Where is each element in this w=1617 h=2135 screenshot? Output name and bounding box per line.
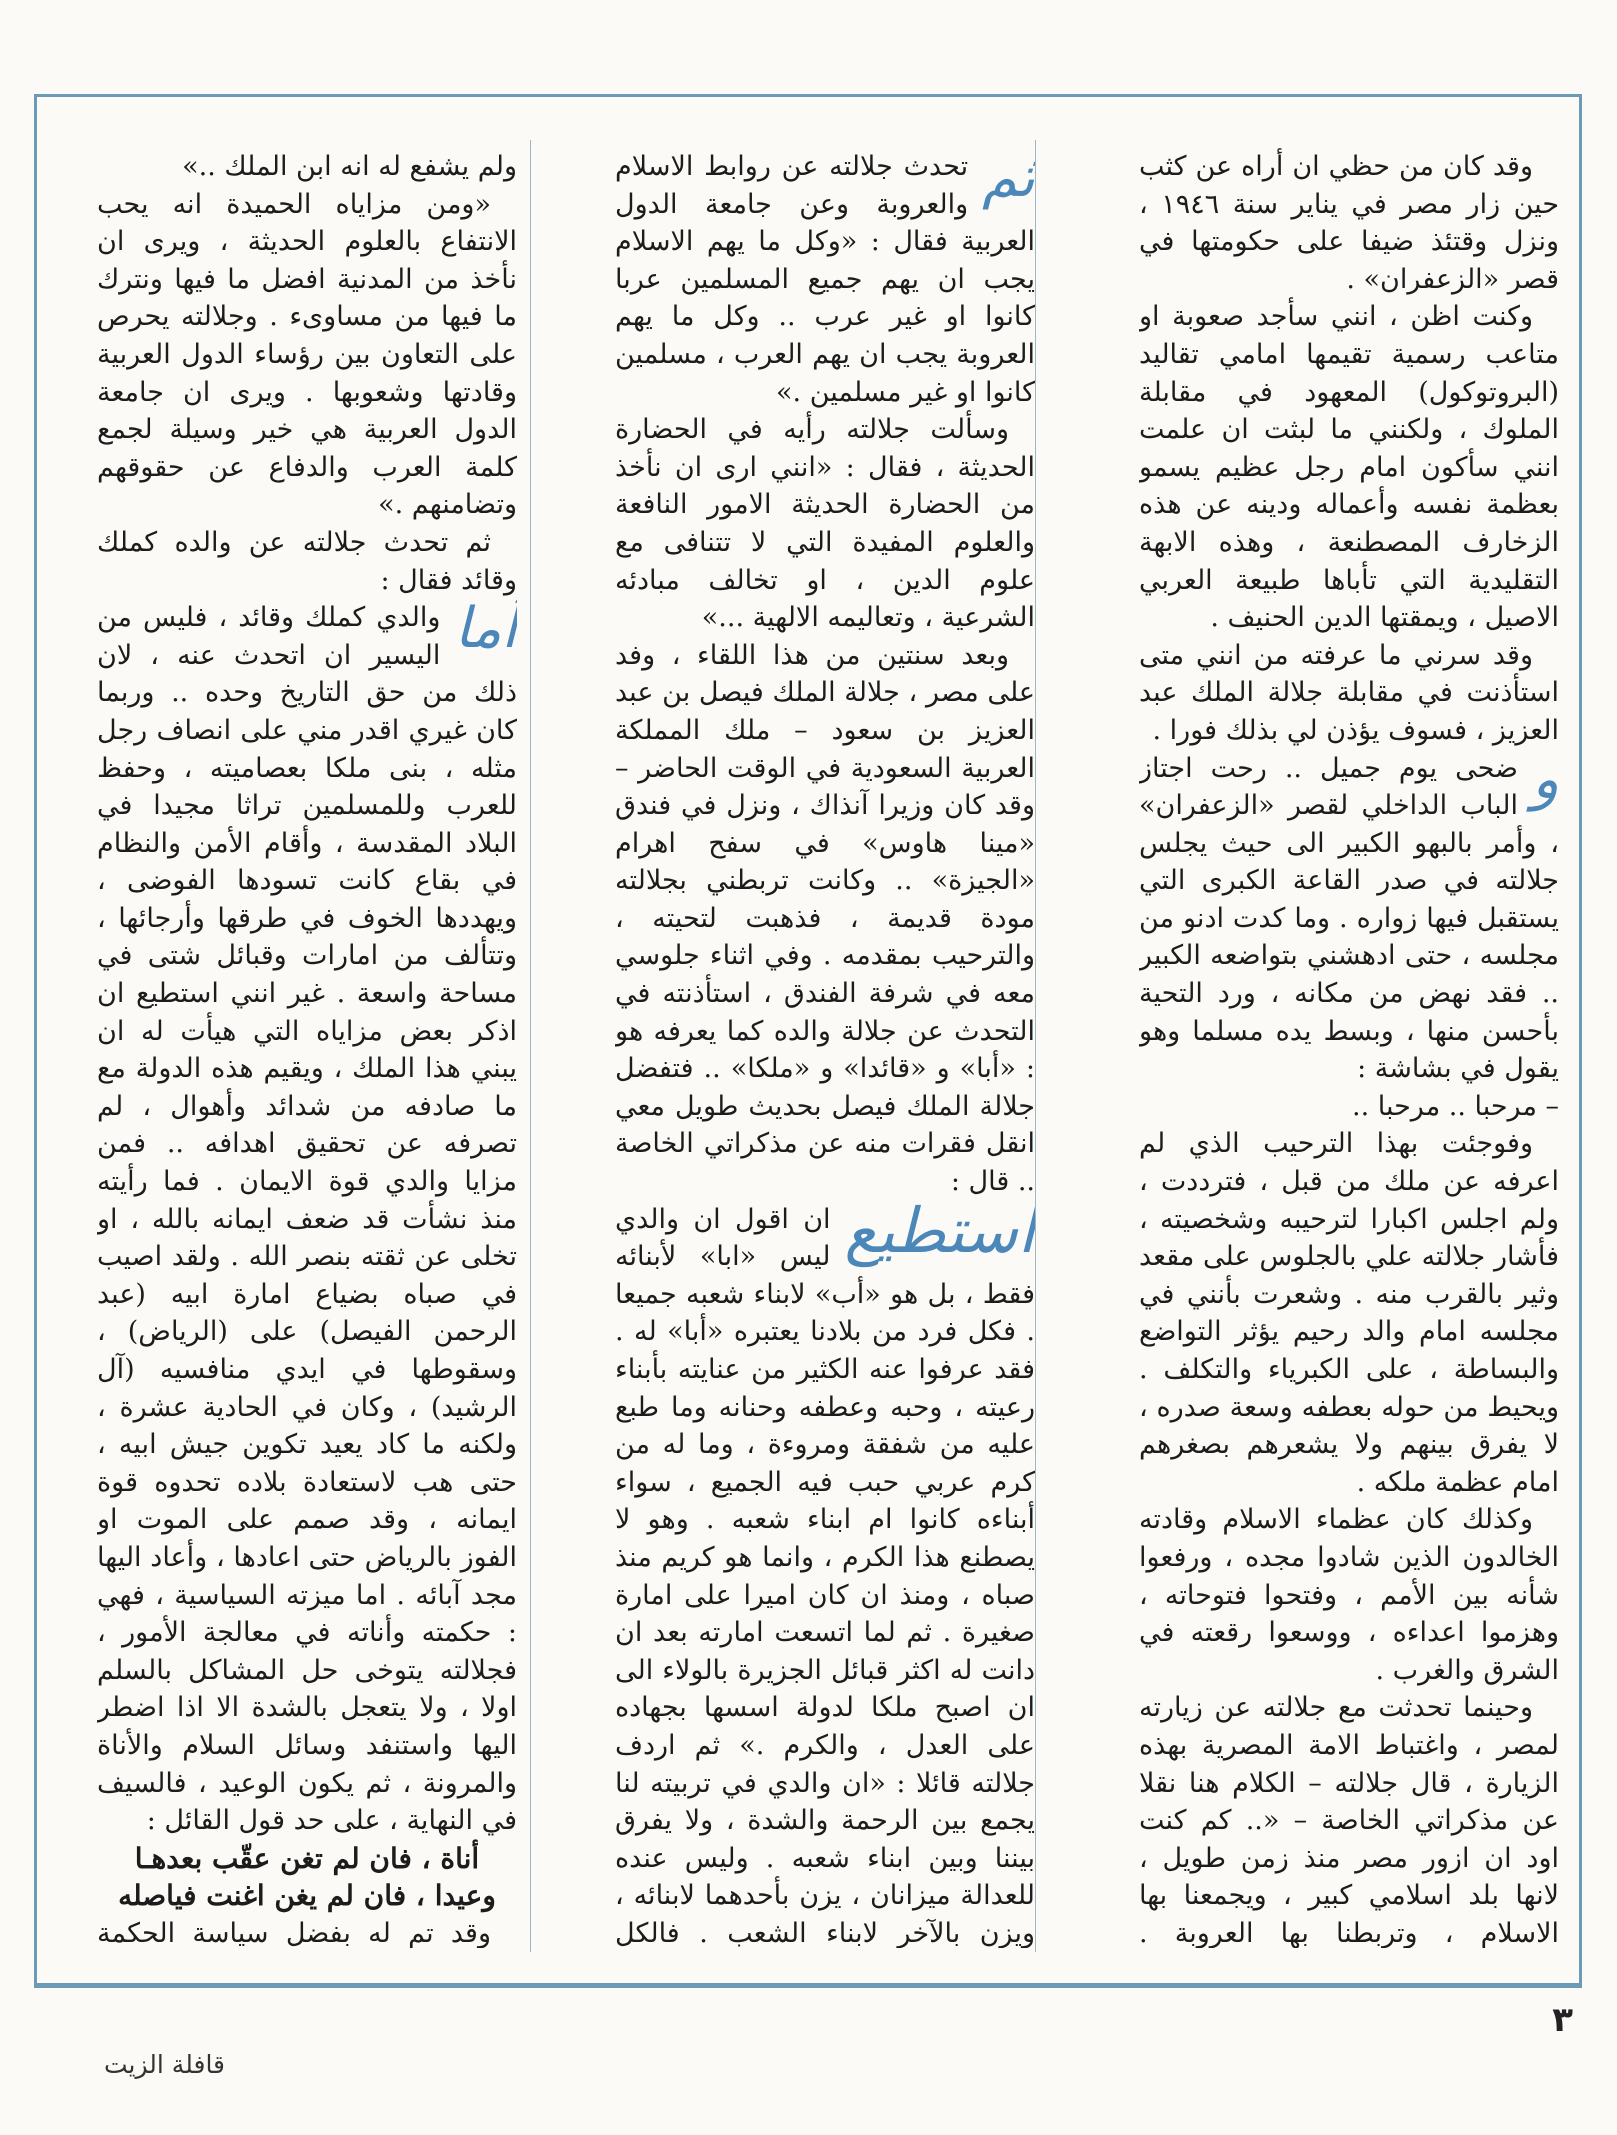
- paragraph: وعيدا ، فان لم يغن اغنت فياصله: [118, 1879, 496, 1913]
- paragraph: وحينما تحدثت مع جلالته عن زيارته لمصر ، واغتباط الامة المصرية بهذه الزيارة ، قال جلالته – الكلام هنا نقلا عن مذكراتي الخاصة – «.. كم كنت اود ان ازور مصر منذ زمن طويل ، لانها بلد اسلامي كبير ، ويجمعنا بها الاسلام ، وتربطنا بها العروبة .: [1139, 1692, 1559, 1948]
- paragraph: [615, 1193, 1035, 1948]
- drop-cap-word: ثم: [982, 148, 1035, 210]
- paragraph: وقد تم له بفضل سياسة الحكمة: [97, 1917, 491, 1948]
- paragraph: وفوجئت بهذا الترحيب الذي لم اعرفه عن ملك من قبل ، فترددت ، ولم اجلس اكبارا لترحيبه وشخصيته ، فأشار جلالته علي بالجلوس على مقعد وثير بالقرب منه . وشعرت بأنني في مجلسه امام والد رحيم يؤثر التواضع والبساطة ، على الكبرياء والتكلف . ويحيط من حوله بعطفه وسعة صدره ، لا يفرق بينهم ولا يشعرهم بصغرهم امام عظمة ملكه .: [1139, 1128, 1559, 1498]
- drop-cap-word: استطيع: [844, 1193, 1035, 1267]
- paragraph: وبعد سنتين من هذا اللقاء ، وفد على مصر ، جلالة الملك فيصل بن عبد العزيز بن سعود – ملك المملكة العربية السعودية في الوقت الحاضر – وقد كان وزيرا آنذاك ، ونزل في فندق «مينا هاوس» في سفح اهرام «الجيزة» .. وكانت تربطني بجلالته مودة قديمة ، فذهبت لتحيته ، والترحيب بمقدمه . وفي اثناء جلوسي معه في شرفة الفندق ، استأذنته في التحدث عن جلالة والده كما يعرفه هو : «أبا» و «قائدا» و «ملكا» .. فتفضل جلالة الملك فيصل بحديث طويل معي انقل فقرات منه عن مذكراتي الخاصة .. قال :: [615, 639, 1035, 1198]
- paragraph: أناة ، فان لم تغن عقّب بعدهـا: [134, 1841, 480, 1875]
- paragraph: «ومن مزاياه الحميدة انه يحب الانتفاع بالعلوم الحديثة ، ويرى ان نأخذ من المدنية افضل ما فيها ونترك ما فيها من مساوىء . وجلالته يحرص على التعاون بين رؤساء الدول العربية وقادتها وشعوبها . ويرى ان جامعة الدول العربية هي خير وسيلة لجمع كلمة العرب والدفاع عن حقوقهم وتضامنهم .»: [97, 188, 517, 521]
- paragraph: وكذلك كان عظماء الاسلام وقادته الخالدون الذين شادوا مجده ، ورفعوا شأنه بين الأمم ، وفتحوا فتوحاته ، وهزموا اعداءه ، ووسعوا رقعته في الشرق والغرب .: [1139, 1504, 1559, 1686]
- paragraph: ولم يشفع له انه ابن الملك ..»: [182, 151, 517, 182]
- drop-cap-word: و: [1531, 746, 1559, 812]
- paragraph: وقد كان من حظي ان أراه عن كثب حين زار مصر في يناير سنة ١٩٤٦ ، ونزل وقتئذ ضيفا على حكومتها في قصر «الزعفران» .: [1139, 151, 1559, 295]
- footer-rule: [34, 1983, 1582, 1986]
- paragraph-text: ان اقول ان والدي ليس «ابا» لأبنائه فقط ، بل هو «أب» لابناء شعبه جميعا . فكل فرد من بلادنا يعتبره «أبا» له . فقد عرفوا عنه الكثير من عنايته بأبناء رعيته ، وحبه وعطفه وحنانه وما طبع عليه من شفقة ومروءة ، وما له من كرم عربي حبب فيه الجميع ، سواء أبناءه كانوا ام ابناء شعبه . وهو لا يصطنع هذا الكرم ، وانما هو كريم منذ صباه ، ومنذ ان كان اميرا على امارة صغيرة . ثم لما اتسعت امارته بعد ان دانت له اكثر قبائل الجزيرة بالولاء الى ان اصبح ملكا لدولة اسسها بجهاده على العدل ، والكرم .» ثم اردف جلالته قائلا : «ان والدي في تربيته لنا يجمع بين الرحمة والشدة ، ولا يفرق بيننا وبين ابناء شعبه . وليس عنده للعدالة ميزانان ، يزن بأحدهما لابنائه ، ويزن بالآخر لابناء الشعب . فالكل: [615, 1203, 1035, 1948]
- paragraph-text: والدي كملك وقائد ، فليس من اليسير ان اتحدث عنه ، لان ذلك من حق التاريخ وحده .. وربما كان غيري اقدر مني على انصاف رجل مثله ، بنى ملكا بعصاميته ، وحفظ للعرب وللمسلمين تراثا مجيدا في البلاد المقدسة ، وأقام الأمن والنظام في بقاع كانت تسودها الفوضى ، ويهددها الخوف في طرقها وأرجائها ، وتتألف من امارات وقبائل شتى في مساحة واسعة . غير انني استطيع ان اذكر بعض مزاياه التي هيأت له ان يبني هذا الملك ، ويقيم هذه الدولة مع ما صادفه من شدائد وأهوال ، لم تصرفه عن تحقيق اهدافه .. فمن مزايا والدي قوة الايمان . فما رأيته منذ نشأت قد ضعف ايمانه بالله ، او تخلى عن ثقته بنصر الله . ولقد اصيب في صباه بضياع امارة ابيه (عبد الرحمن الفيصل) على (الرياض) ، وسقوطها في ايدي منافسيه (آل الرشيد) ، وكان في الحادية عشرة ، ولكنه ما كاد يعيد تكوين جيش ابيه ، حتى هب لاستعادة بلاده تحدوه قوة ايمانه ، وقد صمم على الموت او الفوز بالرياض حتى اعادها ، وأعاد اليها مجد آبائه . اما ميزته السياسية ، فهي : حكمته وأناته في معالجة الأمور ، فجلالته يتوخى حل المشاكل بالسلم اولا ، ولا يتعجل بالشدة الا اذا اضطر اليها واستنفد وسائل السلام والأناة والمرونة ، ثم يكون الوعيد ، فالسيف في النهاية ، على حد قول القائل :: [97, 602, 517, 1837]
- page-number: ٣: [1552, 2000, 1573, 2040]
- paragraph: وكنت اظن ، انني سأجد صعوبة او متاعب رسمية تقيمها امامي تقاليد (البروتوكول) المعهود في مقابلة الملوك ، ولكنني ما لبثت ان علمت انني سأكون امام رجل عظيم يسمو بعظمة نفسه وأعماله ودينه عن هذه الزخارف المصطنعة ، وهذه الابهة التقليدية التي تأباها طبيعة العربي الاصيل ، ويمقتها الدين الحنيف .: [1139, 301, 1559, 634]
- paragraph-text: تحدث جلالته عن روابط الاسلام والعروبة وعن جامعة الدول العربية فقال : «وكل ما يهم الاسلام يجب ان يهم جميع المسلمين عربا كانوا او غير عرب .. وكل ما يهم العروبة يجب ان يهم العرب ، مسلمين كانوا او غير مسلمين .»: [615, 151, 1035, 408]
- paragraph: [97, 596, 517, 1840]
- article-column-right: [1139, 148, 1559, 1948]
- column-divider-left: [530, 140, 531, 1952]
- paragraph: وسألت جلالته رأيه في الحضارة الحديثة ، فقال : «انني ارى ان نأخذ من الحضارة الحديثة الامور النافعة والعلوم المفيدة التي لا تتنافى مع علوم الدين ، او تخالف مبادئه الشرعية ، وتعاليمه الالهية ...»: [615, 414, 1035, 634]
- article-column-middle: [615, 148, 1035, 1948]
- paragraph: وقد سرني ما عرفته من انني متى استأذنت في مقابلة جلالة الملك عبد العزيز ، فسوف يؤذن لي بذلك فورا .: [1139, 639, 1559, 746]
- drop-cap-word: أما: [454, 596, 517, 662]
- article-column-left: [97, 148, 517, 1948]
- paragraph: [615, 148, 1035, 411]
- paragraph-text: ضحى يوم جميل .. رحت اجتاز الباب الداخلي لقصر «الزعفران» ، وأمر بالبهو الكبير الى حيث يجلس جلالته في صدر القاعة الكبرى التي يستقبل فيها زواره . وما كدت ادنو من مجلسه ، حتى ادهشني بتواضعه الكبير .. فقد نهض من مكانه ، ورد التحية بأحسن منها ، وبسط يده مسلما وهو يقول في بشاشة :: [1139, 752, 1559, 1085]
- paragraph: ثم تحدث جلالته عن والده كملك وقائد فقال :: [97, 526, 517, 596]
- magazine-name: قافلة الزيت: [104, 2050, 226, 2079]
- column-divider-right: [1035, 140, 1036, 1952]
- paragraph: – مرحبا .. مرحبا ..: [1351, 1090, 1559, 1122]
- paragraph: [1139, 746, 1559, 1088]
